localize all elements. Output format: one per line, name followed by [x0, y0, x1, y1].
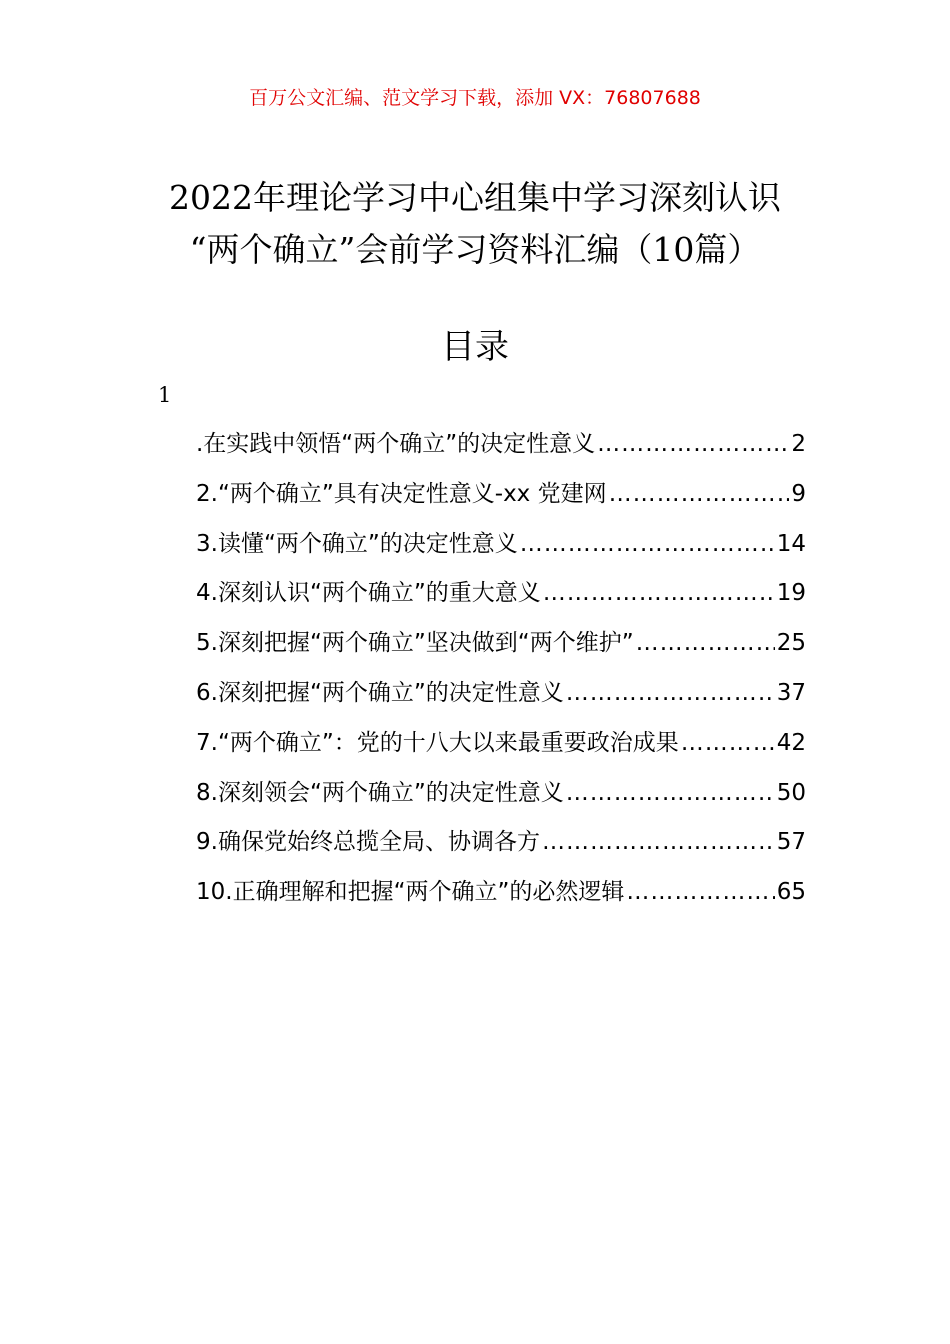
document-title — [0, 172, 950, 276]
toc-entry-title: 8.深刻领会“两个确立”的决定性意义 — [196, 779, 564, 806]
toc-leader-dots — [681, 721, 775, 765]
toc-leader-dots — [566, 671, 775, 715]
toc-entry-title: 7.“两个确立”：党的十八大以来最重要政治成果 — [196, 729, 679, 756]
stray-number: 1 — [158, 383, 172, 407]
table-of-contents — [196, 422, 806, 920]
toc-leader-dots — [609, 472, 790, 516]
toc-entry[interactable] — [196, 870, 806, 920]
toc-leader-dots — [636, 621, 775, 665]
toc-entry[interactable] — [196, 721, 806, 771]
toc-entry-title: 10.正确理解和把握“两个确立”的必然逻辑 — [196, 879, 625, 906]
toc-entry-title: 2.“两个确立”具有决定性意义-xx 党建网 — [196, 480, 607, 507]
toc-page-number: 19 — [776, 580, 806, 607]
toc-entry-title: .在实践中领悟“两个确立”的决定性意义 — [196, 431, 596, 457]
toc-entry[interactable] — [196, 771, 806, 821]
toc-entry-title: 3.读懂“两个确立”的决定性意义 — [196, 530, 518, 557]
toc-entry[interactable] — [196, 472, 806, 522]
toc-leader-dots — [542, 820, 775, 864]
toc-page-number: 37 — [776, 679, 806, 706]
toc-entry-title: 6.深刻把握“两个确立”的决定性意义 — [196, 679, 564, 706]
toc-entry[interactable] — [196, 671, 806, 721]
toc-page-number: 25 — [776, 630, 806, 657]
title-line-1: 2022年理论学习中心组集中学习深刻认识 — [169, 178, 781, 217]
toc-page-number: 14 — [776, 530, 806, 557]
toc-entry[interactable] — [196, 571, 806, 621]
header-banner: 百万公文汇编、范文学习下载，添加 VX：76807688 — [249, 87, 701, 109]
toc-entry-title: 4.深刻认识“两个确立”的重大意义 — [196, 580, 541, 607]
toc-page-number: 9 — [791, 480, 806, 507]
toc-entry[interactable] — [196, 820, 806, 870]
toc-entry-title: 5.深刻把握“两个确立”坚决做到“两个维护” — [196, 630, 634, 657]
toc-entry[interactable] — [196, 522, 806, 572]
toc-leader-dots — [566, 771, 775, 815]
toc-heading: 目录 — [441, 327, 509, 367]
toc-entry-title: 9.确保党始终总揽全局、协调各方 — [196, 829, 540, 856]
toc-leader-dots — [626, 870, 774, 914]
toc-page-number: 57 — [776, 829, 806, 856]
toc-leader-dots — [597, 422, 789, 466]
toc-page-number: 65 — [776, 879, 806, 906]
toc-leader-dots — [543, 571, 775, 615]
toc-leader-dots — [520, 522, 775, 566]
toc-entry[interactable] — [196, 422, 806, 472]
toc-page-number: 42 — [776, 729, 806, 756]
toc-page-number: 50 — [776, 779, 806, 806]
toc-entry[interactable] — [196, 621, 806, 671]
title-line-2: “两个确立”会前学习资料汇编（10篇） — [189, 230, 761, 269]
toc-page-number: 2 — [791, 431, 806, 457]
